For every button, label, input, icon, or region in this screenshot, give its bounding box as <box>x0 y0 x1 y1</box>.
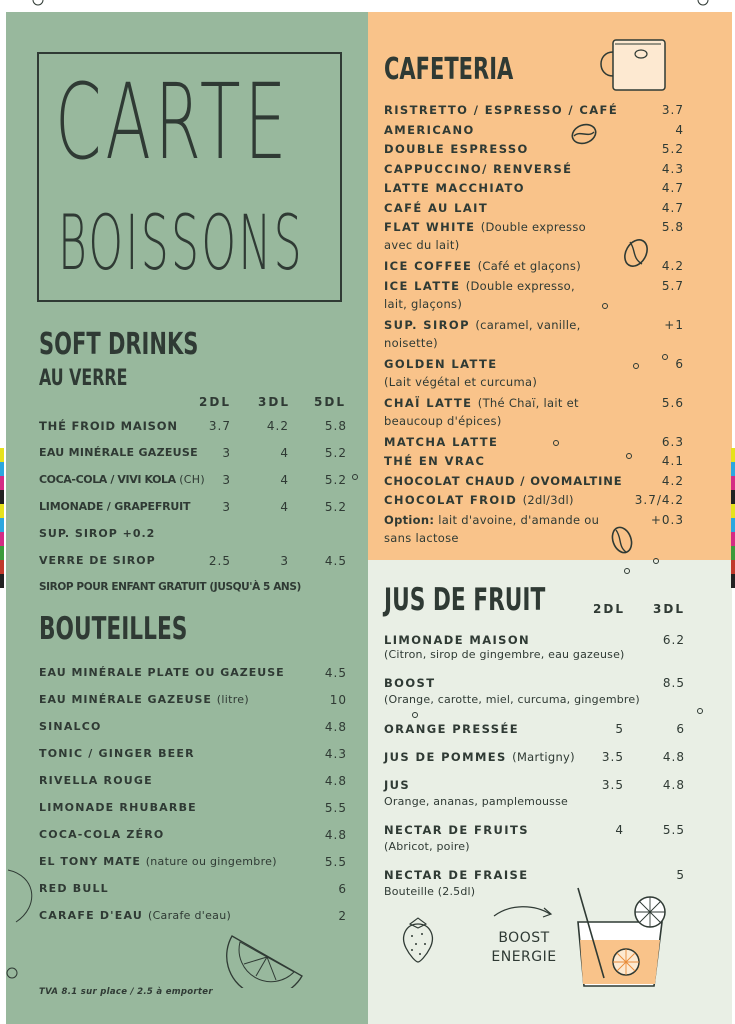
cafe-name: CAFÉ AU LAIT <box>384 200 489 215</box>
jus-desc: Orange, ananas, pamplemousse <box>384 795 569 808</box>
soft-price-3dl: 3 <box>280 554 289 568</box>
bouteille-price: 4.8 <box>324 720 347 734</box>
bouteille-item <box>39 855 347 868</box>
cafe-price: 3.7/4.2 <box>634 493 684 507</box>
cafe-cont: avec du lait) <box>384 238 460 252</box>
soft-item-name: THÉ FROID MAISON <box>39 419 178 433</box>
cafe-name: ICE LATTE <box>384 278 461 293</box>
arrow-icon <box>490 902 558 924</box>
jus-desc: (Abricot, poire) <box>384 840 470 853</box>
cafe-price: 4 <box>675 122 684 137</box>
cafe-price: 3.7 <box>661 103 684 117</box>
cafe-name: LATTE MACCHIATO <box>384 181 525 195</box>
jus-heading: JUS DE FRUIT <box>384 582 546 618</box>
cafe-note: (2dl/3dl) <box>522 493 574 507</box>
cafe-name: CAPPUCCINO/ RENVERSÉ <box>384 161 573 176</box>
bouteille-item <box>39 801 347 814</box>
jus-col-2dl: 2DL <box>593 602 625 616</box>
jus-name: JUS <box>384 778 411 792</box>
cafe-name: CHAÏ LATTE <box>384 395 473 410</box>
bouteille-price: 5.5 <box>324 801 347 815</box>
cafe-note: (Thé Chaï, lait et <box>477 395 579 410</box>
cafe-item <box>384 454 686 468</box>
cafe-item <box>384 162 686 176</box>
cafeteria-heading: CAFETERIA <box>384 52 514 87</box>
cafeteria-list <box>384 103 686 553</box>
cafe-name: MATCHA LATTE <box>384 434 499 449</box>
bouteille-item <box>39 774 347 787</box>
cafe-price: 5.7 <box>661 278 684 293</box>
soft-price-2dl: 2.5 <box>208 554 231 568</box>
cafe-name: FLAT WHITE <box>384 220 476 234</box>
jus-desc: Bouteille (2.5dl) <box>384 885 476 898</box>
soft-footer: SIROP POUR ENFANT GRATUIT (JUSQU'À 5 ANS) <box>39 581 301 593</box>
jus-name: LIMONADE MAISON <box>384 633 531 647</box>
jus-name: NECTAR DE FRUITS <box>384 823 529 837</box>
cafe-price: 4.7 <box>661 200 684 215</box>
option-label: Option: <box>384 512 435 527</box>
jus-price-3dl: 5 <box>676 868 685 882</box>
coffee-bean-icon <box>608 524 636 556</box>
bouteille-name: CARAFE D'EAU <box>39 909 143 922</box>
option-text: lait d'avoine, d'amande ou <box>438 512 600 527</box>
cafe-item <box>384 279 686 293</box>
soft-price-2dl: 3 <box>222 500 231 514</box>
cafe-name: CHOCOLAT CHAUD / OVOMALTINE <box>384 473 623 488</box>
coffee-bean-icon <box>620 236 652 270</box>
jus-price-3dl: 4.8 <box>662 750 685 764</box>
title-line-1: CARTE <box>55 61 291 183</box>
bouteille-name: TONIC / GINGER BEER <box>39 747 195 760</box>
bouteilles-list <box>39 666 347 946</box>
col-5dl: 5DL <box>314 395 346 409</box>
lemon-slice-icon <box>226 926 310 988</box>
jus-desc: (Orange, carotte, miel, curcuma, gingembre) <box>384 693 640 706</box>
cafe-cont: (Lait végétal et curcuma) <box>384 374 538 389</box>
bouteille-name: COCA-COLA ZÉRO <box>39 828 165 841</box>
bubble-icon <box>553 440 559 446</box>
bouteille-price: 6 <box>338 882 347 896</box>
cafe-item <box>384 201 686 215</box>
jus-item <box>384 722 686 736</box>
bubble-icon <box>352 474 358 480</box>
cafe-price: 4.2 <box>661 473 684 488</box>
cafe-note: (Double expresso, <box>465 278 575 293</box>
jus-price-2dl: 4 <box>615 823 624 837</box>
soft-price-5dl: 5.2 <box>324 446 347 460</box>
soft-item-name: COCA-COLA / VIVI KOLA <box>39 473 176 486</box>
jus-price-2dl: 3.5 <box>601 778 624 792</box>
bouteille-item <box>39 693 347 706</box>
cafe-name: RISTRETTO / ESPRESSO / CAFÉ <box>384 103 619 117</box>
cafe-price: 5.6 <box>661 395 684 410</box>
bouteille-item <box>39 720 347 733</box>
tva-note: TVA 8.1 sur place / 2.5 à emporter <box>39 987 213 997</box>
bouteille-item <box>39 828 347 841</box>
cafe-price: 4.7 <box>661 181 684 195</box>
soft-price-5dl: 4.5 <box>324 554 347 568</box>
bubble-icon <box>697 708 703 714</box>
soft-price-2dl: 3 <box>222 473 231 487</box>
cafe-price: 4.1 <box>661 454 684 468</box>
cafe-price: 6.3 <box>661 434 684 449</box>
soft-drinks-heading: SOFT DRINKS <box>39 327 199 362</box>
bouteille-name: EAU MINÉRALE GAZEUSE <box>39 693 212 706</box>
jus-item <box>384 633 686 647</box>
cafe-option <box>384 513 599 527</box>
bubble-icon <box>653 558 659 564</box>
soft-price-5dl: 5.8 <box>324 419 347 433</box>
jus-item <box>384 823 686 837</box>
bouteille-item <box>39 747 347 760</box>
bubble-icon <box>626 453 632 459</box>
cafe-name: DOUBLE ESPRESSO <box>384 142 529 156</box>
jus-price-2dl: 3.5 <box>601 750 624 764</box>
cafe-name: AMERICANO <box>384 122 475 137</box>
bubble-icon <box>633 363 639 369</box>
option-price: +0.3 <box>650 512 684 527</box>
cafe-item <box>384 318 686 332</box>
bouteilles-heading: BOUTEILLES <box>39 611 188 647</box>
bouteille-note: (Carafe d'eau) <box>147 909 232 922</box>
soft-price-3dl: 4 <box>280 473 289 487</box>
coffee-cup-icon <box>595 36 675 96</box>
cafe-price: 4.3 <box>661 161 684 176</box>
cafe-item <box>384 123 686 137</box>
cafe-name: CHOCOLAT FROID <box>384 493 518 507</box>
bouteille-name: LIMONADE RHUBARBE <box>39 801 197 814</box>
soft-col-headers <box>0 395 368 411</box>
jus-item <box>384 868 686 882</box>
cafe-price: 6 <box>675 356 684 371</box>
bubble-icon <box>662 354 668 360</box>
bouteille-price: 5.5 <box>324 855 347 869</box>
cafe-cont: lait, glaçons) <box>384 296 463 311</box>
cafe-item <box>384 435 686 449</box>
jus-note: (Martigny) <box>512 750 575 764</box>
bouteille-price: 4.3 <box>324 747 347 761</box>
bouteille-price: 4.5 <box>324 666 347 680</box>
jus-name: BOOST <box>384 676 436 690</box>
bubble-icon <box>624 568 630 574</box>
bouteille-item <box>39 666 347 679</box>
bouteille-price: 4.8 <box>324 828 347 842</box>
bouteille-price: 2 <box>338 909 347 923</box>
bouteille-note: (nature ou gingembre) <box>145 855 277 868</box>
crop-marks <box>20 0 720 12</box>
boost-line-2: ENERGIE <box>491 949 557 965</box>
soft-drinks-subheading: AU VERRE <box>39 366 128 391</box>
cafe-note: (caramel, vanille, <box>475 317 581 332</box>
soft-item-name: EAU MINÉRALE GAZEUSE <box>39 446 198 459</box>
jus-price-3dl: 4.8 <box>662 778 685 792</box>
jus-price-3dl: 6 <box>676 722 685 736</box>
jus-price-3dl: 6.2 <box>662 633 685 647</box>
soft-item-name: LIMONADE / GRAPEFRUIT <box>39 500 191 513</box>
cafe-name: GOLDEN LATTE <box>384 356 498 371</box>
leaf-outline-icon <box>6 866 46 926</box>
cafe-item <box>384 220 686 234</box>
bouteille-price: 4.8 <box>324 774 347 788</box>
cafe-cont: noisette) <box>384 335 438 350</box>
cafe-note: (Café et glaçons) <box>477 259 581 273</box>
cafe-name: ICE COFFEE <box>384 259 473 273</box>
bouteille-name: SINALCO <box>39 720 102 733</box>
cafe-cont: beaucoup d'épices) <box>384 413 502 428</box>
jus-price-2dl: 5 <box>615 722 624 736</box>
bouteille-name: RIVELLA ROUGE <box>39 774 153 787</box>
cafe-item <box>384 142 686 156</box>
bouteille-item <box>39 909 347 922</box>
title-line-2: BOISSONS <box>58 198 304 287</box>
jus-item <box>384 778 686 792</box>
soft-price-5dl: 5.2 <box>324 473 347 487</box>
boost-line-1: BOOST <box>498 930 550 946</box>
coffee-bean-icon <box>570 120 598 148</box>
juice-glass-icon <box>570 884 680 992</box>
cafe-note: (Double expresso <box>480 220 586 234</box>
cafe-price: 4.2 <box>661 259 684 273</box>
cafe-item <box>384 396 686 410</box>
bouteille-item <box>39 882 347 895</box>
soft-price-3dl: 4 <box>280 500 289 514</box>
col-3dl: 3DL <box>258 395 290 409</box>
jus-price-3dl: 8.5 <box>662 676 685 690</box>
cafe-name: THÉ EN VRAC <box>384 454 486 468</box>
cafe-price: 5.2 <box>661 142 684 156</box>
jus-desc: (Citron, sirop de gingembre, eau gazeuse) <box>384 648 625 661</box>
col-2dl: 2DL <box>199 395 231 409</box>
cafe-item <box>384 181 686 195</box>
bouteille-price: 10 <box>329 693 347 707</box>
cafe-item <box>384 357 686 371</box>
bubble-icon <box>4 965 20 981</box>
option-cont: sans lactose <box>384 531 459 545</box>
soft-price-2dl: 3.7 <box>208 419 231 433</box>
jus-item <box>384 676 686 690</box>
soft-price-3dl: 4 <box>280 446 289 460</box>
bouteille-name: RED BULL <box>39 882 109 895</box>
jus-name: ORANGE PRESSÉE <box>384 722 519 736</box>
soft-item-name: VERRE DE SIROP <box>39 554 156 567</box>
cafe-name: SUP. SIROP <box>384 317 470 332</box>
jus-list <box>384 633 686 903</box>
jus-col-3dl: 3DL <box>653 602 685 616</box>
cafe-price: +1 <box>664 317 684 332</box>
jus-name: JUS DE POMMES <box>384 750 507 764</box>
boost-energie-label <box>484 929 564 967</box>
bubble-icon <box>602 303 608 309</box>
jus-name: NECTAR DE FRAISE <box>384 868 529 882</box>
bouteille-name: EL TONY MATE <box>39 855 141 868</box>
strawberry-icon <box>398 914 438 964</box>
cafe-item <box>384 103 686 117</box>
soft-price-2dl: 3 <box>222 446 231 460</box>
cafe-item <box>384 474 686 488</box>
jus-item <box>384 750 686 764</box>
bouteille-note: (litre) <box>216 693 249 706</box>
soft-price-3dl: 4.2 <box>266 419 289 433</box>
jus-price-3dl: 5.5 <box>662 823 685 837</box>
bouteille-name: EAU MINÉRALE PLATE OU GAZEUSE <box>39 666 285 679</box>
soft-price-5dl: 5.2 <box>324 500 347 514</box>
soft-item-note: (CH) <box>179 473 205 486</box>
cafe-price: 5.8 <box>661 220 684 234</box>
soft-item-name: SUP. SIROP +0.2 <box>39 527 156 540</box>
